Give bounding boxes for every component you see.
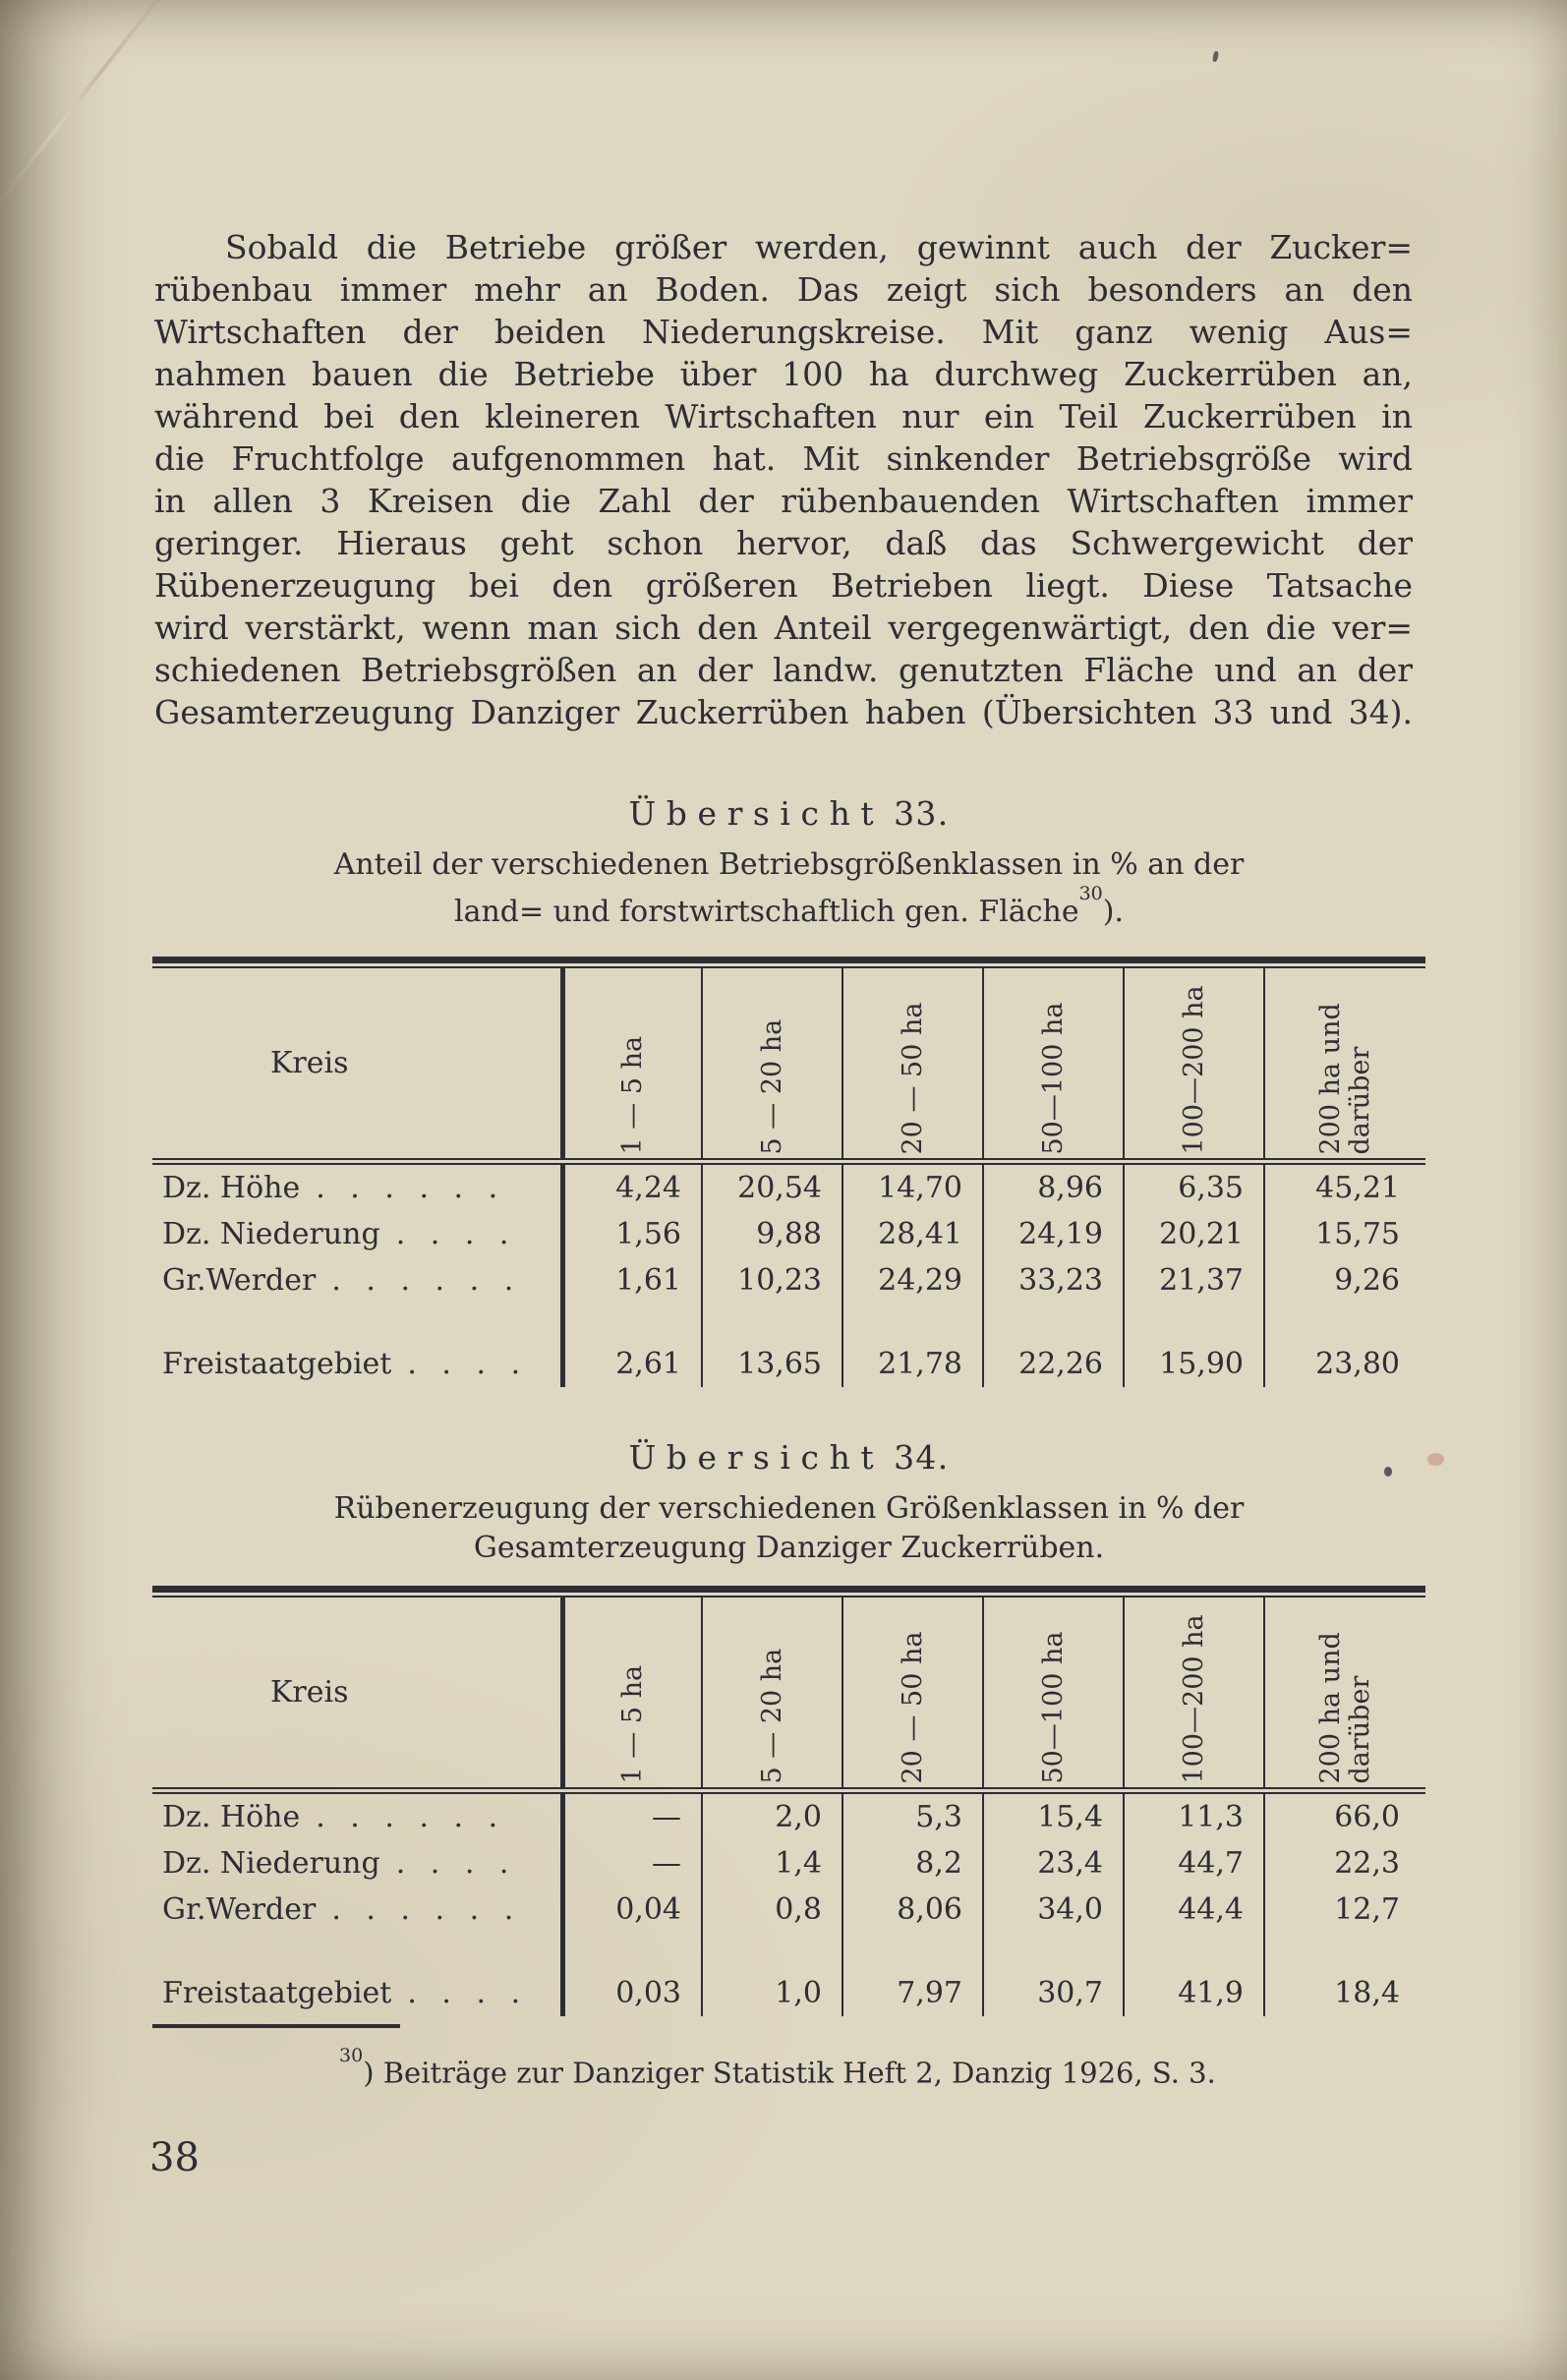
- table-cell-value: 1,4: [701, 1840, 842, 1887]
- paragraph-line: in allen 3 Kreisen die Zahl der rübenbauenden Wirtschaften immer: [154, 482, 1413, 520]
- table-header-rule: [152, 1787, 1425, 1794]
- table-cell-value: 24,29: [842, 1257, 982, 1304]
- paragraph-line: rübenbau immer mehr an Boden. Das zeigt sich besonders an den: [154, 270, 1413, 309]
- table-cell-value: 12,7: [1263, 1887, 1425, 1933]
- intro-paragraph: [154, 226, 1413, 733]
- table-cell-value: 0,8: [701, 1887, 842, 1933]
- row-label: Dz. Höhe . . . . . .: [162, 1171, 506, 1205]
- table-cell-value: 45,21: [1263, 1165, 1425, 1211]
- uebersicht-34-subtitle-line2: Gesamterzeugung Danziger Zuckerrüben.: [473, 1531, 1105, 1565]
- paragraph-line: wird verstärkt, wenn man sich den Anteil vergegenwärtigt, den die ver=: [154, 609, 1413, 647]
- row-label: Freistaatgebiet . . . .: [162, 1347, 529, 1381]
- table-header-row: [152, 968, 1425, 1158]
- paragraph-line: Gesamterzeugung Danziger Zuckerrüben haben (Übersichten 33 und 34).: [154, 693, 1413, 731]
- dot-leader: . . . . . .: [331, 1263, 522, 1298]
- column-header-cell: [842, 968, 982, 1158]
- table-cell-value: 9,88: [701, 1211, 842, 1257]
- column-header-rotated: 1 — 5 ha: [617, 1664, 648, 1783]
- dot-leader: . . . .: [407, 1976, 529, 2010]
- table-row: [152, 1211, 1425, 1257]
- table-cell-value: 20,54: [701, 1165, 842, 1211]
- table-cell-value: 33,23: [982, 1257, 1123, 1304]
- table-cell-value: 34,0: [982, 1887, 1123, 1933]
- footnote-reference: 30: [1078, 883, 1103, 904]
- dot-leader: . . . .: [395, 1846, 517, 1881]
- table-cell-value: 11,3: [1123, 1794, 1263, 1840]
- column-header-rotated: 200 ha und darüber: [1314, 1002, 1375, 1154]
- table-cell-value: 18,4: [1263, 1970, 1425, 2016]
- footnote-rule: [152, 2024, 400, 2028]
- table-cell-value: 0,04: [560, 1887, 701, 1933]
- column-header-cell: [1263, 968, 1425, 1158]
- table-cell-value: 30,7: [982, 1970, 1123, 2016]
- table-cell-value: 8,06: [842, 1887, 982, 1933]
- paragraph-line: schiedenen Betriebsgrößen an der landw. genutzten Fläche und an der: [154, 651, 1413, 689]
- table-cell-value: 66,0: [1263, 1794, 1425, 1840]
- table-cell-value: —: [560, 1794, 701, 1840]
- table-cell-value: 8,2: [842, 1840, 982, 1887]
- table-cell-value: 21,78: [842, 1341, 982, 1387]
- table-cell-value: 1,0: [701, 1970, 842, 2016]
- caption-word: Übersicht: [628, 794, 885, 833]
- table-cell-value: 44,4: [1123, 1887, 1263, 1933]
- caption-number: 34.: [894, 1438, 950, 1477]
- table-row: [152, 1840, 1425, 1887]
- dot-leader: . . . . . .: [331, 1892, 522, 1927]
- dot-leader: . . . . . .: [316, 1800, 506, 1834]
- uebersicht-33-caption: [152, 792, 1425, 836]
- table-header-rule: [152, 1158, 1425, 1165]
- caption-number: 33.: [894, 794, 950, 833]
- table-cell-value: 10,23: [701, 1257, 842, 1304]
- paragraph-line: geringer. Hieraus geht schon hervor, daß das Schwergewicht der: [154, 524, 1413, 562]
- table-cell-value: 20,21: [1123, 1211, 1263, 1257]
- paragraph-line: während bei den kleineren Wirtschaften nur ein Teil Zuckerrüben in: [154, 397, 1413, 435]
- page-number: 38: [149, 2134, 200, 2180]
- paragraph-line: Wirtschaften der beiden Niederungskreise. Mit ganz wenig Aus=: [154, 313, 1413, 351]
- column-header-rotated: 5 — 20 ha: [756, 1018, 787, 1154]
- table-cell-value: 7,97: [842, 1970, 982, 2016]
- table-cell-value: 23,80: [1263, 1341, 1425, 1387]
- column-header-rotated: 5 — 20 ha: [756, 1648, 787, 1783]
- table-header-row: [152, 1597, 1425, 1787]
- row-label: Gr.Werder . . . . . .: [162, 1892, 522, 1927]
- row-label: Dz. Höhe . . . . . .: [162, 1800, 506, 1834]
- column-header-rotated: 50—100 ha: [1037, 1631, 1069, 1783]
- table-cell-value: —: [560, 1840, 701, 1887]
- column-header-rotated: 100—200 ha: [1178, 984, 1209, 1154]
- table-cell-value: 15,75: [1263, 1211, 1425, 1257]
- table-cell-value: 28,41: [842, 1211, 982, 1257]
- column-header-cell: [1123, 1597, 1263, 1787]
- table-row: [152, 1257, 1425, 1304]
- table-cell-value: 2,61: [560, 1341, 701, 1387]
- table-cell-value: 13,65: [701, 1341, 842, 1387]
- dot-leader: . . . .: [395, 1217, 517, 1251]
- paragraph-line: nahmen bauen die Betriebe über 100 ha durchweg Zuckerrüben an,: [154, 355, 1413, 393]
- column-header-rotated: 20 — 50 ha: [897, 1002, 928, 1154]
- column-header-rotated: 100—200 ha: [1178, 1613, 1209, 1783]
- table-cell-value: 5,3: [842, 1794, 982, 1840]
- column-header-cell: [982, 968, 1123, 1158]
- column-header-cell: [701, 968, 842, 1158]
- table-row: [152, 1794, 1425, 1840]
- row-label: Dz. Niederung . . . .: [162, 1217, 517, 1251]
- caption-word: Übersicht: [628, 1438, 885, 1477]
- dot-leader: . . . .: [407, 1347, 529, 1381]
- table-cell-value: 2,0: [701, 1794, 842, 1840]
- footnote: [339, 2045, 1567, 2092]
- table-cell-value: 15,4: [982, 1794, 1123, 1840]
- table-spacer-row: [152, 1933, 1425, 1970]
- uebersicht-34-caption: [152, 1436, 1425, 1480]
- table-cell-value: 9,26: [1263, 1257, 1425, 1304]
- paragraph-line: Rübenerzeugung bei den größeren Betrieben liegt. Diese Tatsache: [154, 566, 1413, 605]
- table-cell-value: 41,9: [1123, 1970, 1263, 2016]
- footnote-marker: 30: [339, 2045, 364, 2066]
- uebersicht-34-subtitle-line1: Rübenerzeugung der verschiedenen Größenklassen in % der: [333, 1491, 1245, 1526]
- row-label: Gr.Werder . . . . . .: [162, 1263, 522, 1298]
- column-header-rotated: 1 — 5 ha: [617, 1035, 648, 1154]
- row-label: Freistaatgebiet . . . .: [162, 1976, 529, 2010]
- column-header-rotated: 50—100 ha: [1037, 1002, 1069, 1154]
- column-header-rotated: 20 — 50 ha: [897, 1631, 928, 1783]
- column-header-cell: [560, 968, 701, 1158]
- column-header-cell: [982, 1597, 1123, 1787]
- table-row: [152, 1887, 1425, 1933]
- table-cell-value: 1,61: [560, 1257, 701, 1304]
- table-cell-value: 21,37: [1123, 1257, 1263, 1304]
- column-header-cell: [560, 1597, 701, 1787]
- row-label: Dz. Niederung . . . .: [162, 1846, 517, 1881]
- column-header-cell: [1263, 1597, 1425, 1787]
- column-header-cell: [701, 1597, 842, 1787]
- dot-leader: . . . . . .: [316, 1171, 506, 1205]
- uebersicht-33-subtitle-line1: Anteil der verschiedenen Betriebsgrößenklassen in % an der: [333, 847, 1245, 882]
- table-cell-value: 22,26: [982, 1341, 1123, 1387]
- table-row: [152, 1165, 1425, 1211]
- table-cell-value: 23,4: [982, 1840, 1123, 1887]
- table-cell-value: 0,03: [560, 1970, 701, 2016]
- uebersicht-33-subtitle-line2: [152, 885, 1425, 932]
- table-total-row: [152, 1970, 1425, 2016]
- table-top-rule: [152, 1586, 1425, 1597]
- table-spacer-row: [152, 1304, 1425, 1341]
- paragraph-line: die Fruchtfolge aufgenommen hat. Mit sinkender Betriebsgröße wird: [154, 439, 1413, 478]
- table-total-row: [152, 1341, 1425, 1387]
- table-cell-value: 22,3: [1263, 1840, 1425, 1887]
- table-cell-value: 4,24: [560, 1165, 701, 1211]
- table-cell-value: 24,19: [982, 1211, 1123, 1257]
- table-cell-value: 44,7: [1123, 1840, 1263, 1887]
- table-cell-value: 14,70: [842, 1165, 982, 1211]
- kreis-header: Kreis: [270, 1675, 349, 1710]
- subtitle-close: ).: [1102, 895, 1125, 929]
- column-header-cell: [1123, 968, 1263, 1158]
- table-cell-value: 6,35: [1123, 1165, 1263, 1211]
- uebersicht-33-table: [152, 957, 1425, 1387]
- footnote-text: ) Beiträge zur Danziger Statistik Heft 2, Danzig 1926, S. 3.: [363, 2056, 1216, 2090]
- table-cell-value: 1,56: [560, 1211, 701, 1257]
- column-header-rotated: 200 ha und darüber: [1314, 1631, 1375, 1783]
- table-top-rule: [152, 957, 1425, 968]
- uebersicht-34-table: [152, 1586, 1425, 2016]
- table-cell-value: 8,96: [982, 1165, 1123, 1211]
- column-header-cell: [842, 1597, 982, 1787]
- table-cell-value: 15,90: [1123, 1341, 1263, 1387]
- subtitle-text: land= und forstwirtschaftlich gen. Fläche: [453, 895, 1079, 929]
- paragraph-line: Sobald die Betriebe größer werden, gewinnt auch der Zucker=: [225, 228, 1413, 266]
- kreis-header: Kreis: [270, 1046, 349, 1080]
